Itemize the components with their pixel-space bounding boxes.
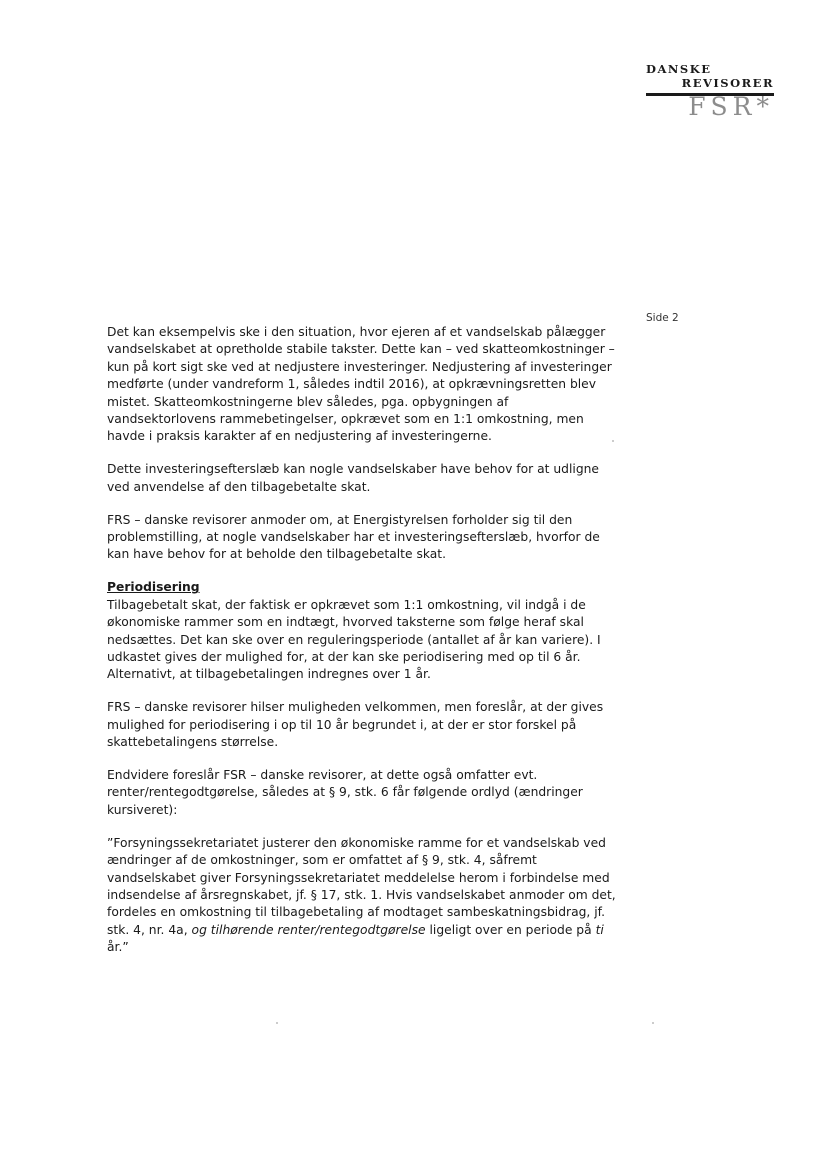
scan-speck <box>612 440 614 442</box>
quote-mid: ligeligt over en periode på <box>429 922 592 937</box>
paragraph-1: Det kan eksempelvis ske i den situation, hvor ejeren af et vandselskab pålægger vandselskabet at opretholde stabile takster. Dette kan – ved skatteomkostninger – kun på kort sigt ske ved at nedjustere investeringer. Nedjustering af investeringer medførte (under vandreform 1, således indtil 2016), at opkrævningsretten blev mistet. Skatteomkostningerne blev således, pga. opbygningen af vandsektorlovens rammebetingelser, opkrævet som en 1:1 omkostning, men havde i praksis karakter af en nedjustering af investeringerne. <box>107 325 615 444</box>
page-number: Side 2 <box>646 312 679 324</box>
scan-speck <box>652 1022 654 1024</box>
scan-speck <box>276 1022 278 1024</box>
logo-line-revisorer: REVISORER <box>681 76 774 90</box>
paragraph-6: Endvidere foreslår FSR – danske revisorer, at dette også omfatter evt. renter/rentegodtgørelse, således at § 9, stk. 6 får følgende ordlyd (ændringer kursiveret): <box>107 768 583 817</box>
quote-end: år.” <box>107 940 129 955</box>
paragraph-5: FRS – danske revisorer hilser muligheden velkommen, men foreslår, at der gives mulighed for periodisering i op til 10 år begrundet i, at der er stor forskel på skattebetalingens størrelse. <box>107 700 604 750</box>
quote-italic-renter: og tilhørende renter/rentegodtgørelse <box>191 922 426 937</box>
paragraph-3: FRS – danske revisorer anmoder om, at Energistyrelsen forholder sig til den problemstilling, at nogle vandselskaber har et investeringsefterslæb, hvorfor de kan have behov for at beholde den tilbagebetalte skat. <box>107 512 600 562</box>
logo-line-danske: DANSKE <box>646 62 712 76</box>
letter-body <box>107 324 617 957</box>
logo-mark-fsr: FSR* <box>688 92 774 121</box>
quote-italic-ti: ti <box>595 922 604 937</box>
paragraph-4: Tilbagebetalt skat, der faktisk er opkrævet som 1:1 omkostning, vil indgå i de økonomiske rammer som en indtægt, hvorved taksterne som følge heraf skal nedsættes. Det kan ske over en reguleringsperiode (antallet af år kan variere). I udkastet gives der mulighed for, at der kan ske periodisering med op til 6 år. Alternativt, at tilbagebetalingen indregnes over 1 år. <box>107 597 601 682</box>
quoted-provision <box>107 835 617 957</box>
fsr-logo <box>646 62 774 120</box>
paragraph-2: Dette investeringsefterslæb kan nogle vandselskaber have behov for at udligne ved anvendelse af den tilbagebetalte skat. <box>107 462 599 494</box>
section-heading-periodisering: Periodisering <box>107 580 200 595</box>
quote-main: ”Forsyningssekretariatet justerer den økonomiske ramme for et vandselskab ved ændringer af de omkostninger, som er omfattet af § 9, stk. 4, såfremt vandselskabet giver Forsyningssekretariatet meddelelse herom i forbindelse med indsendelse af årsregnskabet, jf. § 17, stk. 1. Hvis vandselskabet anmoder om det, fordeles en omkostning til tilbagebetaling af modtaget sambeskatningsbidrag, jf. stk. 4, nr. 4a, <box>107 835 616 937</box>
